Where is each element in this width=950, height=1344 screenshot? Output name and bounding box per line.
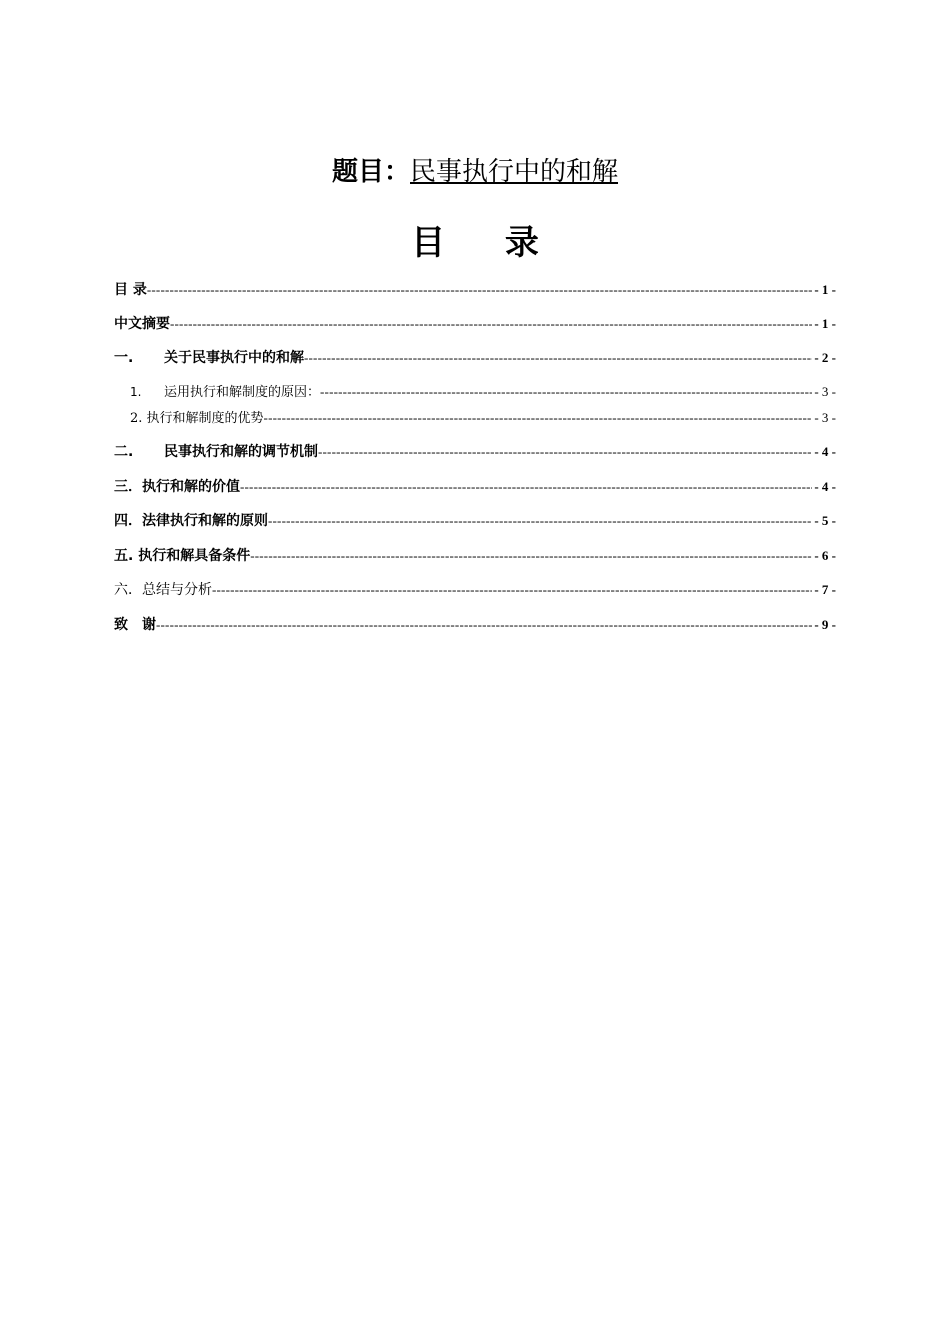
toc-page-number: - 1 - [814,316,836,331]
title-main: 民事执行中的和解 [410,157,619,187]
toc-entry-number: 二. [114,444,134,460]
toc-entry-label: 1. 运用执行和解制度的原因： [114,382,320,403]
toc-entry-number: 一. [114,350,134,366]
toc-leader [264,408,813,428]
toc-entry-label: 2. 执行和解制度的优势 [130,411,264,426]
toc-entry[interactable] [114,382,836,403]
toc-page-number: - 2 - [814,350,836,365]
toc-leader [156,615,812,635]
toc-leader [268,511,812,531]
toc-entry-number: 1. [130,385,142,399]
toc-entry-label: 三．执行和解的价值 [114,479,240,495]
toc-entry[interactable] [114,615,836,635]
toc-entry-label: 六．总结与分析 [114,582,212,598]
toc-entry-label: 中文摘要 [114,316,170,332]
toc-leader [320,382,812,402]
toc-page-number: - 3 - [814,384,836,399]
table-of-contents [114,0,836,1344]
toc-page-number: - 4 - [814,444,836,459]
toc-leader [318,442,812,462]
toc-page-number: - 4 - [814,479,836,494]
toc-entry-label: 一. 关于民事执行中的和解 [114,350,304,366]
toc-entry[interactable] [114,348,836,368]
toc-entry-label: 二. 民事执行和解的调节机制 [114,444,318,460]
toc-entry[interactable] [114,280,836,300]
toc-leader [304,348,812,368]
toc-leader [170,314,812,334]
toc-entry[interactable] [114,511,836,531]
toc-leader [147,280,812,300]
toc-entry[interactable] [114,580,836,600]
toc-page-number: - 5 - [814,513,836,528]
toc-entry[interactable] [114,408,836,429]
toc-entry-label: 四．法律执行和解的原则 [114,513,268,529]
toc-leader [250,546,812,566]
toc-page-number: - 6 - [814,548,836,563]
toc-heading: 目 录 [411,223,563,263]
toc-leader [240,477,812,497]
toc-entry[interactable] [114,442,836,462]
toc-page-number: - 3 - [814,410,836,425]
toc-entry[interactable] [114,546,836,566]
toc-page-number: - 7 - [814,582,836,597]
title-prefix: 题目： [331,157,410,187]
toc-entry[interactable] [114,314,836,334]
toc-page-number: - 1 - [814,282,836,297]
toc-entry-label: 致 谢 [114,617,156,633]
toc-page-number: - 9 - [814,617,836,632]
toc-entry-label: 五. 执行和解具备条件 [114,548,251,564]
toc-entry[interactable] [114,477,836,497]
toc-leader [212,580,812,600]
toc-entry-label: 目 录 [114,282,147,298]
